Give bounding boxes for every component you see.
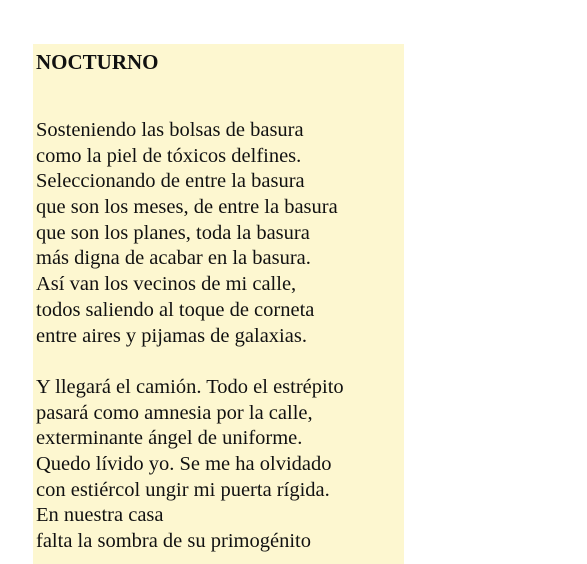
- poem-line: que son los meses, de entre la basura: [36, 196, 338, 219]
- poem-line: más digna de acabar en la basura.: [36, 247, 311, 270]
- stanza-1: [36, 118, 338, 349]
- poem-line: pasará como amnesia por la calle,: [36, 401, 313, 424]
- poem-line: que son los planes, toda la basura: [36, 221, 310, 244]
- poem-line: Quedo lívido yo. Se me ha olvidado: [36, 453, 332, 476]
- poem-line: como la piel de tóxicos delfines.: [36, 144, 302, 167]
- poem-title: NOCTURNO: [36, 50, 159, 74]
- stanza-2: [36, 375, 344, 555]
- poem-line: entre aires y pijamas de galaxias.: [36, 324, 307, 347]
- poem-line: con estiércol ungir mi puerta rígida.: [36, 478, 330, 501]
- poem-line: Así van los vecinos de mi calle,: [36, 273, 297, 296]
- poem-block: [33, 44, 404, 564]
- poem-line: Seleccionando de entre la basura: [36, 170, 305, 193]
- poem-line: Y llegará el camión. Todo el estrépito: [36, 376, 344, 398]
- poem-line: En nuestra casa: [36, 504, 164, 527]
- poem-line: exterminante ángel de uniforme.: [36, 427, 303, 450]
- poem-line: falta la sombra de su primogénito: [36, 530, 311, 553]
- poem-line: Sosteniendo las bolsas de basura: [36, 119, 304, 141]
- poem-line: todos saliendo al toque de corneta: [36, 298, 315, 321]
